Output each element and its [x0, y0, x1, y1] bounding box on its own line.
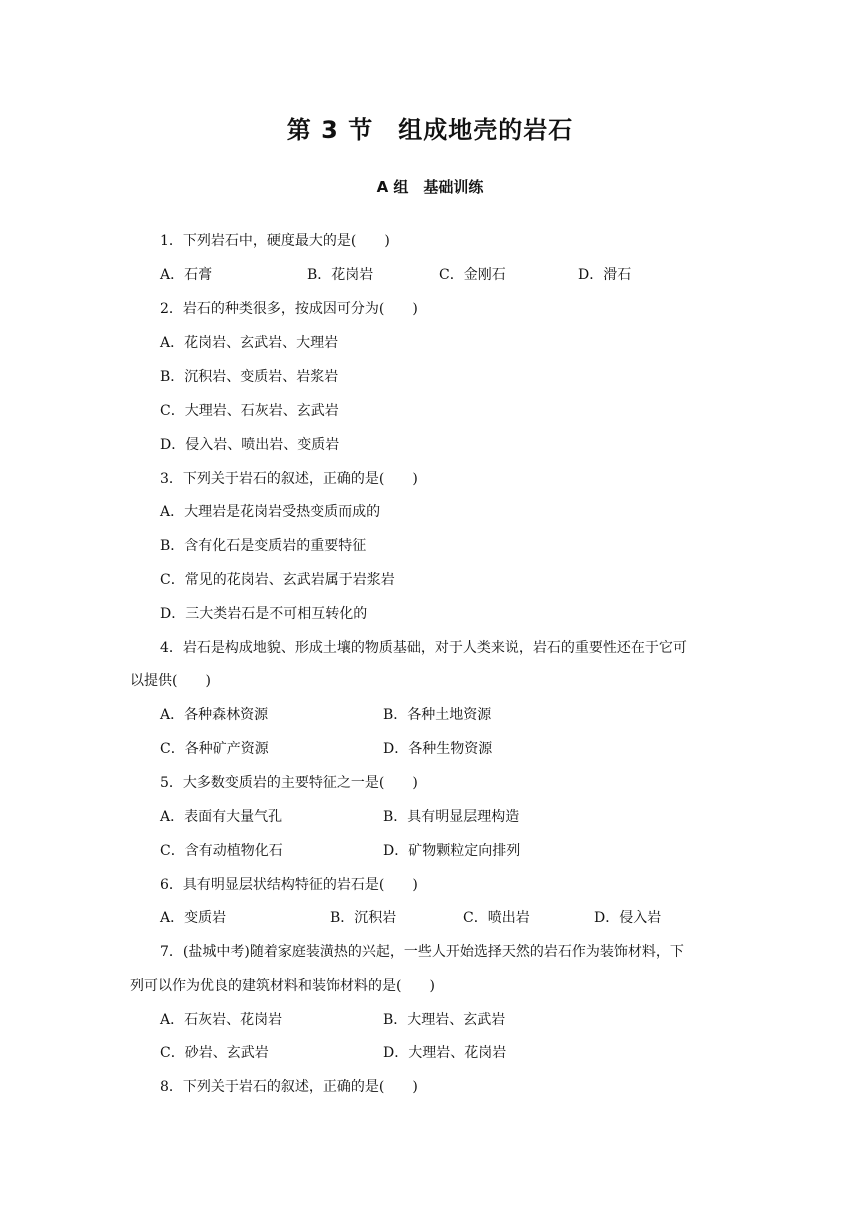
question-8-stem: 8．下列关于岩石的叙述，正确的是( ): [160, 1079, 418, 1095]
question-2-option-c: C．大理岩、石灰岩、玄武岩: [160, 403, 339, 419]
question-7-option-c: C．砂岩、玄武岩: [160, 1045, 269, 1061]
question-2-option-b: B．沉积岩、变质岩、岩浆岩: [160, 369, 339, 385]
question-4-option-c: C．各种矿产资源: [160, 741, 269, 757]
page-title: 第 3 节 组成地壳的岩石: [286, 116, 574, 144]
question-6-option-a: A．变质岩: [160, 910, 227, 926]
question-5-option-c: C．含有动植物化石: [160, 843, 283, 859]
question-1-option-d: D．滑石: [578, 267, 632, 283]
question-4-option-d: D．各种生物资源: [383, 741, 493, 757]
question-3-option-c: C．常见的花岗岩、玄武岩属于岩浆岩: [160, 572, 395, 588]
question-6-option-b: B．沉积岩: [330, 910, 397, 926]
question-1-option-c: C．金刚石: [439, 267, 506, 283]
question-7-stem-line-1: 7．(盐城中考)随着家庭装潢热的兴起，一些人开始选择天然的岩石作为装饰材料，下: [160, 944, 684, 960]
question-1-stem: 1．下列岩石中，硬度最大的是( ): [160, 233, 390, 249]
question-3-option-b: B．含有化石是变质岩的重要特征: [160, 538, 367, 554]
question-3-option-d: D．三大类岩石是不可相互转化的: [160, 606, 368, 622]
question-5-option-a: A．表面有大量气孔: [160, 809, 283, 825]
question-5-stem: 5．大多数变质岩的主要特征之一是( ): [160, 775, 418, 791]
question-6-stem: 6．具有明显层状结构特征的岩石是( ): [160, 877, 418, 893]
question-4-option-b: B．各种土地资源: [383, 707, 492, 723]
question-1-option-a: A．石膏: [160, 267, 213, 283]
question-5-option-b: B．具有明显层理构造: [383, 809, 520, 825]
question-7-option-a: A．石灰岩、花岗岩: [160, 1012, 283, 1028]
question-6-option-c: C．喷出岩: [463, 910, 530, 926]
question-4-stem-line-1: 4．岩石是构成地貌、形成土壤的物质基础，对于人类来说，岩石的重要性还在于它可: [160, 640, 687, 656]
question-5-option-d: D．矿物颗粒定向排列: [383, 843, 521, 859]
question-2-option-a: A．花岗岩、玄武岩、大理岩: [160, 335, 339, 351]
question-1-option-b: B．花岗岩: [307, 267, 374, 283]
question-3-stem: 3．下列关于岩石的叙述，正确的是( ): [160, 471, 418, 487]
question-4-stem-line-2: 以提供( ): [130, 673, 211, 689]
question-2-option-d: D．侵入岩、喷出岩、变质岩: [160, 437, 340, 453]
question-7-stem-line-2: 列可以作为优良的建筑材料和装饰材料的是( ): [130, 978, 435, 994]
section-subtitle: A 组 基础训练: [376, 178, 484, 196]
question-7-option-d: D．大理岩、花岗岩: [383, 1045, 507, 1061]
question-6-option-d: D．侵入岩: [594, 910, 662, 926]
question-7-option-b: B．大理岩、玄武岩: [383, 1012, 506, 1028]
question-3-option-a: A．大理岩是花岗岩受热变质而成的: [160, 504, 381, 520]
question-2-stem: 2．岩石的种类很多，按成因可分为( ): [160, 301, 418, 317]
question-4-option-a: A．各种森林资源: [160, 707, 269, 723]
